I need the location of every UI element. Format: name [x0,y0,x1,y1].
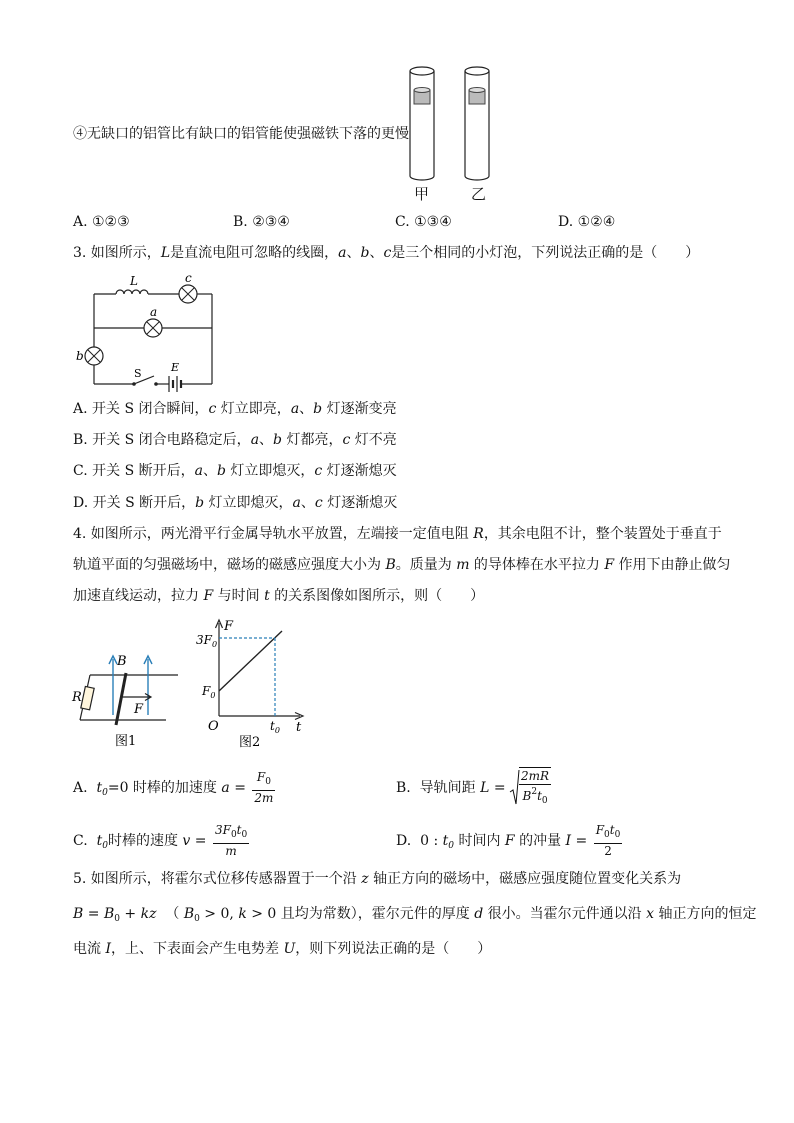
force-arrow [122,694,151,701]
fig2-caption: 图2 [239,735,261,750]
q4-stem-line3: 加速直线运动，拉力 F 与时间 t 的关系图像如图所示，则（ ） [73,588,485,604]
label-b: b [76,349,84,363]
fig1-caption: 图1 [115,734,137,749]
q2-option-d[interactable]: D. ①②④ [558,214,616,230]
tube-yi [465,67,489,180]
resistor-R [81,686,94,709]
fig1-label-F: F [134,702,144,717]
fig2-axis-F: F [224,619,234,634]
q4-option-a[interactable]: A. $t_0=0$ 时棒的加速度 a = $\frac{F_0}{2m}$ [73,770,274,805]
b-field-arrow-1 [109,656,117,715]
fig1-label-R: R [72,690,82,705]
q2-option-b[interactable]: B. ②③④ [233,214,290,230]
q2-option-c[interactable]: C. ①③④ [395,214,452,230]
tube-label-yi: 乙 [471,185,487,203]
label-E: E [171,361,180,374]
conductor-rod [116,673,126,725]
label-S: S [134,367,142,380]
label-L: L [130,274,138,288]
fig2-xtick-t0: $t_0$ [270,719,280,735]
tube-jia [410,67,434,180]
lamp-b [85,347,103,365]
q5-stem-line1: 5. 如图所示，将霍尔式位移传感器置于一个沿 z 轴正方向的磁场中，磁感应强度随位置变化关系为 [73,871,682,887]
q4-fig1-rails [70,645,190,750]
b-field-arrow-2 [144,656,152,715]
fig2-origin: O [208,719,219,734]
tube-label-jia: 甲 [414,185,430,203]
q3-option-d[interactable]: D. 开关 S 断开后，b 灯立即熄灭，a、c 灯逐渐熄灭 [73,495,398,511]
lamp-c [179,285,197,303]
q3-option-b[interactable]: B. 开关 S 闭合电路稳定后，a、b 灯都亮，c 灯不亮 [73,432,397,448]
inductor-coil [116,290,148,294]
label-a: a [150,305,158,319]
q4-fig2-graph [195,617,315,752]
fig2-axis-t: t [296,720,302,735]
q4-option-d[interactable]: D. 0 : $t_0$ 时间内 F 的冲量 I = $\frac{F_0t_0}{2}$ [396,823,621,858]
q4-option-b[interactable]: B. 导轨间距 L = $\frac{2mR}{B^2t_0}$ [396,767,553,809]
q2-option-a[interactable]: A. ①②③ [73,214,130,230]
f-t-line [219,631,282,691]
q4-stem-line2: 轨道平面的匀强磁场中，磁场的磁感应强度大小为 B。质量为 m 的导体棒在水平拉力 F 作用下由静止做匀 [73,557,731,573]
q4-stem-line1: 4. 如图所示，两光滑平行金属导轨水平放置，左端接一定值电阻 R，其余电阻不计，整个装置处于垂直于 [73,526,722,542]
q3-circuit-diagram [74,270,224,392]
fig1-label-B: B [117,654,127,669]
fig2-ytick-f0: $F_0$ [202,684,216,700]
sqrt-sign [510,768,519,808]
label-c: c [185,271,192,285]
q3-option-a[interactable]: A. 开关 S 闭合瞬间，c 灯立即亮，a、b 灯逐渐变亮 [73,401,397,417]
q4-option-c[interactable]: C. $t_0$时棒的速度 v = $\frac{3F_0t_0}{m}$ [73,823,248,858]
q3-option-c[interactable]: C. 开关 S 断开后，a、b 灯立即熄灭，c 灯逐渐熄灭 [73,463,397,479]
lamp-a [144,319,162,337]
fig2-ytick-3f0: $3F_0$ [196,633,218,649]
item4-statement: ④无缺口的铝管比有缺口的铝管能使强磁铁下落的更慢 [73,126,409,142]
q5-stem-line3: 电流 I，上、下表面会产生电势差 U，则下列说法正确的是（ ） [73,941,492,957]
q3-stem: 3. 如图所示，L是直流电阻可忽略的线圈，a、b、c是三个相同的小灯泡，下列说法正确的是（ ） [73,245,700,261]
battery-e [169,376,181,392]
q5-stem-line2: $B = B_0$ + kz （ $B_0 > 0$, k > 0 且均为常数），霍尔元件的厚度 d 很小。当霍尔元件通以沿 x 轴正方向的恒定 [73,906,757,924]
